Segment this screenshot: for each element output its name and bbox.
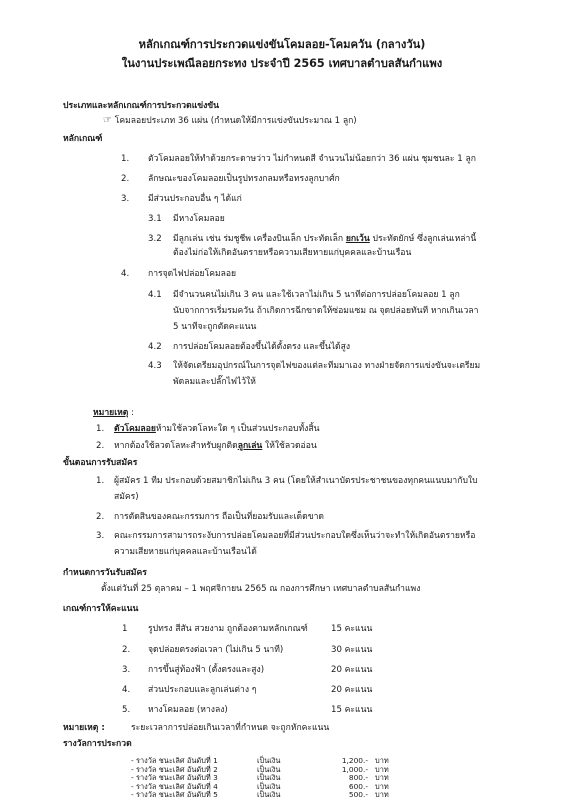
register-item: คณะกรรมการสามารถระงับการปล่อยโคมลอยที่มีส่วนประกอบใดซึ่งเห็นว่าจะทำให้เกิดอันตรายหรือ: [114, 531, 476, 541]
prize-mid: เป็นเงิน: [257, 790, 281, 800]
section-type-item: [103, 115, 357, 128]
section-type-heading: ประเภทและหลักเกณฑ์การประกวดแข่งขัน: [63, 101, 220, 111]
note-item: [114, 441, 317, 452]
criteria-subitem-cont: พัดลมและปลั๊กไฟไว้ให้: [173, 377, 256, 387]
prize-mid: เป็นเงิน: [257, 781, 281, 791]
prize-mid: เป็นเงิน: [257, 764, 281, 774]
prize-unit: บาท: [375, 756, 389, 765]
score-num: 5.: [122, 705, 131, 715]
criteria-subitem: [173, 234, 476, 245]
criteria-item: การจุดไฟปล่อยโคมลอย: [148, 269, 237, 279]
notes-heading-colon: :: [128, 408, 135, 418]
pointing-hand-icon: ☞: [103, 115, 112, 126]
criteria-subnum: 3.2: [148, 234, 162, 244]
note-emphasis: ลูกเล่น: [237, 441, 263, 451]
note-emphasis: ตัวโคมลอย: [114, 424, 156, 434]
prizes-heading: รางวัลการประกวด: [63, 739, 132, 749]
prize-unit: บาท: [375, 790, 389, 800]
criteria-num: 4.: [121, 269, 130, 279]
prize-label: - รางวัล ชนะเลิศ อันดับที่ 1: [131, 756, 218, 765]
criteria-subitem: ให้จัดเตรียมอุปกรณ์ในการจุดไฟของแต่ละทีมมาเอง ทางฝ่ายจัดการแข่งขันจะเตรียม: [173, 361, 481, 371]
register-num: 2.: [96, 512, 105, 522]
notes2-text: ระยะเวลาการปล่อยเกินเวลาที่กำหนด จะถูกหักคะแนน: [131, 723, 330, 733]
prize-amount: 500.-: [348, 790, 368, 800]
score-num: 2.: [122, 645, 131, 655]
notes-heading: [93, 408, 134, 419]
prize-amount: 600.-: [348, 781, 368, 791]
prize-mid: เป็นเงิน: [257, 773, 281, 783]
score-num: 4.: [122, 685, 131, 695]
score-num: 3.: [122, 665, 131, 675]
register-heading: ขั้นตอนการรับสมัคร: [63, 458, 138, 468]
criteria-subnum: 3.1: [148, 214, 162, 224]
register-item-cont: สมัคร): [114, 492, 139, 502]
prize-label: - รางวัล ชนะเลิศ อันดับที่ 5: [131, 790, 218, 800]
register-num: 1.: [96, 476, 105, 486]
note-text: ห้ามใช้ลวดโลหะใด ๆ เป็นส่วนประกอบทั้งสิ้น: [155, 424, 320, 434]
subitem-text-c: ประทัดยักษ์ ซึ่งลูกเล่นเหล่านี้: [369, 234, 477, 244]
criteria-heading: หลักเกณฑ์: [63, 134, 103, 144]
criteria-subnum: 4.1: [148, 290, 162, 300]
criteria-subitem: มีจำนวนคนไม่เกิน 3 คน และใช้เวลาไม่เกิน 5 นาทีต่อการปล่อยโคมลอย 1 ลูก: [173, 290, 460, 300]
note-text: ให้ใช้ลวดอ่อน: [262, 441, 317, 451]
note-text: หากต้องใช้ลวดโลหะสำหรับผูกติด: [114, 441, 238, 451]
notes2-label: หมายเหตุ :: [63, 723, 105, 733]
register-num: 3.: [96, 531, 105, 541]
score-points: 15 คะแนน: [331, 624, 373, 634]
prize-amount: 1,200.-: [341, 756, 368, 765]
prize-label: - รางวัล ชนะเลิศ อันดับที่ 2: [131, 764, 218, 774]
criteria-subitem-cont: นับจากการเริ่มรมควัน ถ้าเกิดการฉีกขาดให้ซ่อมแซม ณ จุดปล่อยทันที หากเกินเวลา: [173, 306, 479, 316]
score-points: 20 คะแนน: [331, 665, 373, 675]
score-label: หางโคมลอย (หางลง): [148, 705, 228, 715]
score-label: การขึ้นสู่ท้องฟ้า (ตั้งตรงและสูง): [148, 665, 265, 675]
prize-label: - รางวัล ชนะเลิศ อันดับที่ 3: [131, 773, 218, 783]
criteria-item: ลักษณะของโคมลอยเป็นรูปทรงกลมหรือทรงลูกบาศ์ก: [148, 174, 340, 184]
criteria-subitem: การปล่อยโคมลอยต้องขึ้นได้ตั้งตรง และขึ้นได้สูง: [173, 342, 351, 352]
subitem-text-emphasis: ยกเว้น: [345, 234, 370, 244]
score-label: ส่วนประกอบและลูกเล่นต่าง ๆ: [148, 685, 257, 695]
score-points: 15 คะแนน: [331, 705, 373, 715]
note-num: 2.: [96, 441, 105, 451]
criteria-subnum: 4.2: [148, 342, 162, 352]
criteria-num: 2.: [121, 174, 130, 184]
criteria-num: 1.: [121, 154, 130, 164]
criteria-num: 3.: [121, 194, 130, 204]
prize-mid: เป็นเงิน: [257, 756, 281, 765]
score-points: 30 คะแนน: [331, 645, 373, 655]
note-num: 1.: [96, 424, 105, 434]
criteria-item: มีส่วนประกอบอื่น ๆ ได้แก่: [148, 194, 242, 204]
register-item-cont: ความเสียหายแก่บุคคลและบ้านเรือนได้: [114, 547, 257, 557]
score-label: รูปทรง สีสัน สวยงาม ถูกต้องตามหลักเกณฑ์: [148, 624, 308, 634]
section-type-item-text: โคมลอยประเภท 36 แผ่น (กำหนดให้มีการแข่งขันประมาณ 1 ลูก): [114, 116, 357, 126]
score-num: 1: [122, 624, 128, 634]
criteria-subitem-cont: 5 นาทีจะถูกตัดคะแนน: [173, 322, 257, 332]
note-item: [114, 424, 319, 435]
score-points: 20 คะแนน: [331, 685, 373, 695]
criteria-item: ตัวโคมลอยให้ทำด้วยกระดาษว่าว ไม่กำหนดสี จำนวนไม่น้อยกว่า 36 แผ่น ชุมชนละ 1 ลูก: [148, 154, 476, 164]
score-label: จุดปล่อยตรงต่อเวลา (ไม่เกิน 5 นาที): [148, 645, 284, 655]
document-title-line1: หลักเกณฑ์การประกวดแข่งขันโคมลอย-โคมควัน (กลางวัน): [138, 38, 426, 51]
criteria-subnum: 4.3: [148, 361, 162, 371]
document-title-line2: ในงานประเพณีลอยกระทง ประจำปี 2565 เทศบาลตำบลสันกำแพง: [121, 57, 443, 70]
criteria-subitem-cont: ต้องไม่ก่อให้เกิดอันตรายหรือความเสียหายแก่บุคคลและบ้านเรือน: [173, 248, 412, 258]
register-item: ผู้สมัคร 1 ทีม ประกอบด้วยสมาชิกไม่เกิน 3 คน (โดยให้สำเนาบัตรประชาชนของทุกคนแนบมากับใบ: [114, 476, 478, 486]
prize-amount: 1,000.-: [341, 764, 368, 774]
prize-amount: 800.-: [348, 773, 368, 783]
scoring-heading: เกณฑ์การให้คะแนน: [63, 604, 139, 614]
prize-unit: บาท: [375, 773, 389, 783]
date-heading: กำหนดการวันรับสมัคร: [63, 568, 147, 578]
date-text: ตั้งแต่วันที่ 25 ตุลาคม – 1 พฤศจิกายน 2565 ณ กองการศึกษา เทศบาลตำบลสันกำแพง: [101, 584, 421, 594]
prize-unit: บาท: [375, 764, 389, 774]
subitem-text-a: มีลูกเล่น เช่น ร่มชูชีพ เครื่องบินเล็ก ประทัดเล็ก: [173, 234, 346, 244]
notes-heading-text: หมายเหตุ: [93, 408, 129, 418]
register-item: การตัดสินของคณะกรรมการ ถือเป็นที่ยอมรับและเด็ดขาด: [114, 512, 325, 522]
prize-label: - รางวัล ชนะเลิศ อันดับที่ 4: [131, 781, 218, 791]
criteria-subitem: มีหางโคมลอย: [173, 214, 225, 224]
prize-unit: บาท: [375, 781, 389, 791]
